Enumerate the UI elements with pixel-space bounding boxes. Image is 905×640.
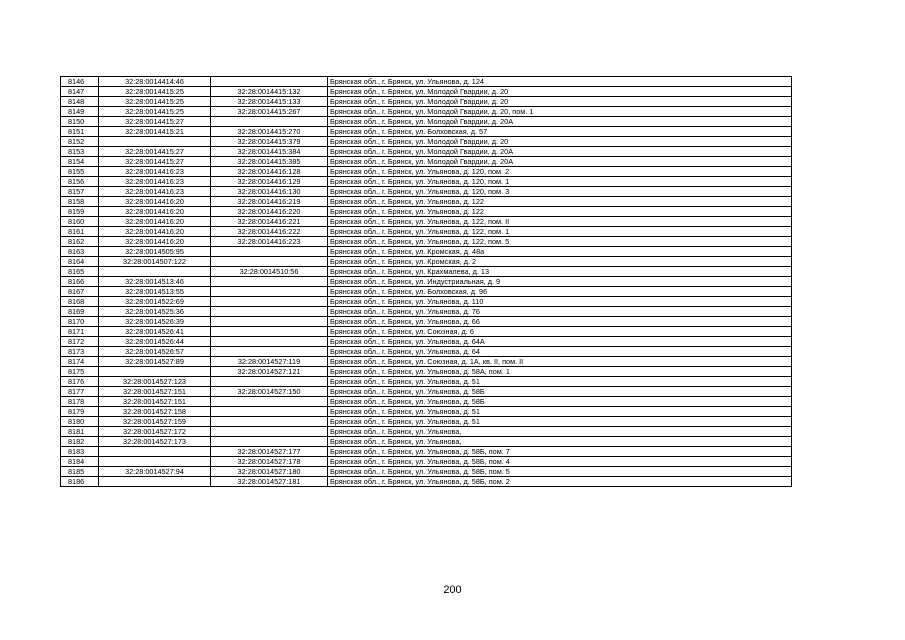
row-number-cell: 8175 — [61, 367, 99, 377]
row-number-cell: 8170 — [61, 317, 99, 327]
land-cadastral-number-cell: 32:28:0014527:151 — [99, 387, 211, 397]
row-number-cell: 8162 — [61, 237, 99, 247]
table-row — [61, 337, 792, 347]
land-cadastral-number-cell — [99, 477, 211, 487]
address-cell: Брянская обл., г. Брянск, ул. Ульянова, д. 58Б — [328, 397, 792, 407]
land-cadastral-number-cell: 32:28:0014527:94 — [99, 467, 211, 477]
land-cadastral-number-cell: 32:28:0014416:23 — [99, 187, 211, 197]
table-row — [61, 297, 792, 307]
address-cell: Брянская обл., г. Брянск, ул. Ульянова, д. 120, пом. 2 — [328, 167, 792, 177]
land-cadastral-number-cell: 32:28:0014525:36 — [99, 307, 211, 317]
object-cadastral-number-cell: 32:28:0014416:130 — [211, 187, 328, 197]
table-row — [61, 367, 792, 377]
object-cadastral-number-cell — [211, 77, 328, 87]
object-cadastral-number-cell — [211, 377, 328, 387]
land-cadastral-number-cell — [99, 267, 211, 277]
object-cadastral-number-cell — [211, 277, 328, 287]
land-cadastral-number-cell: 32:28:0014415:27 — [99, 157, 211, 167]
address-cell: Брянская обл., г. Брянск, ул. Молодой Гвардии, д. 20 — [328, 137, 792, 147]
row-number-cell: 8167 — [61, 287, 99, 297]
object-cadastral-number-cell: 32:28:0014527:181 — [211, 477, 328, 487]
land-cadastral-number-cell: 32:28:0014513:46 — [99, 277, 211, 287]
table-row — [61, 327, 792, 337]
land-cadastral-number-cell: 32:28:0014416:23 — [99, 177, 211, 187]
row-number-cell: 8166 — [61, 277, 99, 287]
address-cell: Брянская обл., г. Брянск, ул. Ульянова, д. 122 — [328, 207, 792, 217]
land-cadastral-number-cell: 32:28:0014505:95 — [99, 247, 211, 257]
address-cell: Брянская обл., г. Брянск, ул. Ульянова, д. 58Б, пом. 5 — [328, 467, 792, 477]
object-cadastral-number-cell: 32:28:0014415:385 — [211, 157, 328, 167]
row-number-cell: 8186 — [61, 477, 99, 487]
address-cell: Брянская обл., г. Брянск, ул. Ульянова, — [328, 437, 792, 447]
table-row — [61, 347, 792, 357]
table-row — [61, 427, 792, 437]
address-cell: Брянская обл., г. Брянск, ул. Ульянова, д. 64 — [328, 347, 792, 357]
row-number-cell: 8183 — [61, 447, 99, 457]
row-number-cell: 8164 — [61, 257, 99, 267]
object-cadastral-number-cell: 32:28:0014415:270 — [211, 127, 328, 137]
row-number-cell: 8161 — [61, 227, 99, 237]
table-row — [61, 137, 792, 147]
row-number-cell: 8173 — [61, 347, 99, 357]
address-cell: Брянская обл., г. Брянск, ул. Молодой Гвардии, д. 20А — [328, 117, 792, 127]
page-number: 200 — [443, 584, 462, 596]
row-number-cell: 8152 — [61, 137, 99, 147]
address-cell: Брянская обл., г. Брянск, ул. Ульянова, д. 58Б — [328, 387, 792, 397]
row-number-cell: 8150 — [61, 117, 99, 127]
land-cadastral-number-cell: 32:28:0014415:25 — [99, 107, 211, 117]
address-cell: Брянская обл., г. Брянск, ул. Ульянова, д. 51 — [328, 417, 792, 427]
land-cadastral-number-cell — [99, 367, 211, 377]
land-cadastral-number-cell: 32:28:0014415:27 — [99, 117, 211, 127]
address-cell: Брянская обл., г. Брянск, ул. Ульянова, д. 122, пом. II — [328, 217, 792, 227]
cadastral-table — [60, 76, 792, 487]
object-cadastral-number-cell — [211, 347, 328, 357]
table-row — [61, 447, 792, 457]
address-cell: Брянская обл., г. Брянск, ул. Болховская, д. 57 — [328, 127, 792, 137]
object-cadastral-number-cell: 32:28:0014527:177 — [211, 447, 328, 457]
land-cadastral-number-cell: 32:28:0014527:172 — [99, 427, 211, 437]
table-row — [61, 147, 792, 157]
object-cadastral-number-cell: 32:28:0014527:121 — [211, 367, 328, 377]
address-cell: Брянская обл., г. Брянск, ул. Ульянова, д. 76 — [328, 307, 792, 317]
row-number-cell: 8160 — [61, 217, 99, 227]
row-number-cell: 8158 — [61, 197, 99, 207]
land-cadastral-number-cell: 32:28:0014526:41 — [99, 327, 211, 337]
table-row — [61, 407, 792, 417]
table-row — [61, 307, 792, 317]
object-cadastral-number-cell — [211, 337, 328, 347]
object-cadastral-number-cell: 32:28:0014415:384 — [211, 147, 328, 157]
row-number-cell: 8159 — [61, 207, 99, 217]
land-cadastral-number-cell: 32:28:0014416:23 — [99, 167, 211, 177]
object-cadastral-number-cell: 32:28:0014527:180 — [211, 467, 328, 477]
address-cell: Брянская обл., г. Брянск, ул. Индустриальная, д. 9 — [328, 277, 792, 287]
address-cell: Брянская обл., г. Брянск, ул. Ульянова, д. 122, пом. 1 — [328, 227, 792, 237]
table-row — [61, 457, 792, 467]
table-row — [61, 397, 792, 407]
address-cell: Брянская обл., г. Брянск, ул. Молодой Гвардии, д. 20 — [328, 87, 792, 97]
row-number-cell: 8157 — [61, 187, 99, 197]
address-cell: Брянская обл., г. Брянск, ул. Ульянова, д. 58Б, пом. 7 — [328, 447, 792, 457]
object-cadastral-number-cell: 32:28:0014416:129 — [211, 177, 328, 187]
address-cell: Брянская обл., г. Брянск, ул. Молодой Гвардии, д. 20, пом. 1 — [328, 107, 792, 117]
table-row — [61, 277, 792, 287]
land-cadastral-number-cell: 32:28:0014526:39 — [99, 317, 211, 327]
row-number-cell: 8184 — [61, 457, 99, 467]
table-row — [61, 227, 792, 237]
row-number-cell: 8146 — [61, 77, 99, 87]
object-cadastral-number-cell: 32:28:0014527:119 — [211, 357, 328, 367]
address-cell: Брянская обл., г. Брянск, ул. Союзная, д. 6 — [328, 327, 792, 337]
table-row — [61, 207, 792, 217]
address-cell: Брянская обл., г. Брянск, ул. Крахмалева, д. 13 — [328, 267, 792, 277]
object-cadastral-number-cell — [211, 427, 328, 437]
object-cadastral-number-cell: 32:28:0014416:221 — [211, 217, 328, 227]
table-row — [61, 117, 792, 127]
land-cadastral-number-cell: 32:28:0014414:46 — [99, 77, 211, 87]
object-cadastral-number-cell: 32:28:0014510:56 — [211, 267, 328, 277]
address-cell: Брянская обл., г. Брянск, ул. Ульянова, д. 120, пом. 1 — [328, 177, 792, 187]
object-cadastral-number-cell — [211, 117, 328, 127]
row-number-cell: 8155 — [61, 167, 99, 177]
table-row — [61, 217, 792, 227]
table-row — [61, 357, 792, 367]
row-number-cell: 8169 — [61, 307, 99, 317]
address-cell: Брянская обл., г. Брянск, ул. Ульянова, д. 122 — [328, 197, 792, 207]
object-cadastral-number-cell — [211, 307, 328, 317]
table-row — [61, 477, 792, 487]
row-number-cell: 8172 — [61, 337, 99, 347]
table-row — [61, 257, 792, 267]
row-number-cell: 8163 — [61, 247, 99, 257]
address-cell: Брянская обл., г. Брянск, ул. Ульянова, д. 64А — [328, 337, 792, 347]
address-cell: Брянская обл., г. Брянск, ул. Ульянова, д. 66 — [328, 317, 792, 327]
land-cadastral-number-cell: 32:28:0014527:89 — [99, 357, 211, 367]
table-row — [61, 197, 792, 207]
land-cadastral-number-cell: 32:28:0014415:21 — [99, 127, 211, 137]
land-cadastral-number-cell — [99, 137, 211, 147]
land-cadastral-number-cell — [99, 457, 211, 467]
address-cell: Брянская обл., г. Брянск, ул. Союзная, д. 1А, кв. II, пом. II — [328, 357, 792, 367]
table-row — [61, 237, 792, 247]
table-body — [61, 77, 792, 487]
table-row — [61, 247, 792, 257]
land-cadastral-number-cell: 32:28:0014416:20 — [99, 227, 211, 237]
land-cadastral-number-cell: 32:28:0014415:25 — [99, 97, 211, 107]
table-row — [61, 177, 792, 187]
object-cadastral-number-cell: 32:28:0014415:133 — [211, 97, 328, 107]
address-cell: Брянская обл., г. Брянск, ул. Кромская, д. 2 — [328, 257, 792, 267]
object-cadastral-number-cell — [211, 287, 328, 297]
land-cadastral-number-cell: 32:28:0014416:20 — [99, 237, 211, 247]
table-row — [61, 387, 792, 397]
address-cell: Брянская обл., г. Брянск, ул. Ульянова, д. 58А, пом. 1 — [328, 367, 792, 377]
object-cadastral-number-cell — [211, 417, 328, 427]
land-cadastral-number-cell: 32:28:0014527:159 — [99, 417, 211, 427]
row-number-cell: 8153 — [61, 147, 99, 157]
row-number-cell: 8168 — [61, 297, 99, 307]
row-number-cell: 8180 — [61, 417, 99, 427]
address-cell: Брянская обл., г. Брянск, ул. Ульянова, д. 58Б, пом. 2 — [328, 477, 792, 487]
row-number-cell: 8154 — [61, 157, 99, 167]
object-cadastral-number-cell: 32:28:0014416:128 — [211, 167, 328, 177]
row-number-cell: 8174 — [61, 357, 99, 367]
table-row — [61, 127, 792, 137]
land-cadastral-number-cell: 32:28:0014416:20 — [99, 217, 211, 227]
row-number-cell: 8182 — [61, 437, 99, 447]
land-cadastral-number-cell: 32:28:0014416:20 — [99, 207, 211, 217]
land-cadastral-number-cell: 32:28:0014527:173 — [99, 437, 211, 447]
row-number-cell: 8165 — [61, 267, 99, 277]
address-cell: Брянская обл., г. Брянск, ул. Ульянова, д. 120, пом. 3 — [328, 187, 792, 197]
table-row — [61, 437, 792, 447]
row-number-cell: 8185 — [61, 467, 99, 477]
land-cadastral-number-cell: 32:28:0014526:57 — [99, 347, 211, 357]
table-row — [61, 287, 792, 297]
land-cadastral-number-cell: 32:28:0014416:20 — [99, 197, 211, 207]
address-cell: Брянская обл., г. Брянск, ул. Ульянова, д. 124 — [328, 77, 792, 87]
address-cell: Брянская обл., г. Брянск, ул. Ульянова, д. 51 — [328, 377, 792, 387]
table-row — [61, 417, 792, 427]
object-cadastral-number-cell: 32:28:0014416:222 — [211, 227, 328, 237]
row-number-cell: 8171 — [61, 327, 99, 337]
land-cadastral-number-cell: 32:28:0014415:27 — [99, 147, 211, 157]
object-cadastral-number-cell: 32:28:0014415:132 — [211, 87, 328, 97]
object-cadastral-number-cell — [211, 437, 328, 447]
address-cell: Брянская обл., г. Брянск, ул. Ульянова, д. 122, пом. 5 — [328, 237, 792, 247]
address-cell: Брянская обл., г. Брянск, ул. Молодой Гвардии, д. 20А — [328, 157, 792, 167]
land-cadastral-number-cell: 32:28:0014507:122 — [99, 257, 211, 267]
land-cadastral-number-cell: 32:28:0014527:151 — [99, 397, 211, 407]
row-number-cell: 8156 — [61, 177, 99, 187]
table-row — [61, 267, 792, 277]
address-cell: Брянская обл., г. Брянск, ул. Ульянова, д. 51 — [328, 407, 792, 417]
row-number-cell: 8149 — [61, 107, 99, 117]
object-cadastral-number-cell — [211, 247, 328, 257]
table-row — [61, 87, 792, 97]
address-cell: Брянская обл., г. Брянск, ул. Болховская, д. 96 — [328, 287, 792, 297]
object-cadastral-number-cell: 32:28:0014415:379 — [211, 137, 328, 147]
object-cadastral-number-cell — [211, 327, 328, 337]
object-cadastral-number-cell — [211, 317, 328, 327]
table-row — [61, 97, 792, 107]
land-cadastral-number-cell: 32:28:0014522:69 — [99, 297, 211, 307]
land-cadastral-number-cell: 32:28:0014415:25 — [99, 87, 211, 97]
land-cadastral-number-cell — [99, 447, 211, 457]
table-row — [61, 77, 792, 87]
row-number-cell: 8147 — [61, 87, 99, 97]
address-cell: Брянская обл., г. Брянск, ул. Ульянова, д. 110 — [328, 297, 792, 307]
table-row — [61, 157, 792, 167]
address-cell: Брянская обл., г. Брянск, ул. Молодой Гвардии, д. 20А — [328, 147, 792, 157]
table-row — [61, 167, 792, 177]
land-cadastral-number-cell: 32:28:0014526:44 — [99, 337, 211, 347]
table-row — [61, 467, 792, 477]
row-number-cell: 8151 — [61, 127, 99, 137]
object-cadastral-number-cell: 32:28:0014527:150 — [211, 387, 328, 397]
address-cell: Брянская обл., г. Брянск, ул. Ульянова, — [328, 427, 792, 437]
object-cadastral-number-cell: 32:28:0014527:178 — [211, 457, 328, 467]
object-cadastral-number-cell — [211, 397, 328, 407]
table-row — [61, 317, 792, 327]
land-cadastral-number-cell: 32:28:0014527:123 — [99, 377, 211, 387]
row-number-cell: 8178 — [61, 397, 99, 407]
object-cadastral-number-cell: 32:28:0014416:219 — [211, 197, 328, 207]
table-row — [61, 187, 792, 197]
table-row — [61, 377, 792, 387]
land-cadastral-number-cell: 32:28:0014513:55 — [99, 287, 211, 297]
object-cadastral-number-cell: 32:28:0014416:223 — [211, 237, 328, 247]
object-cadastral-number-cell — [211, 257, 328, 267]
row-number-cell: 8176 — [61, 377, 99, 387]
address-cell: Брянская обл., г. Брянск, ул. Кромская, д. 48а — [328, 247, 792, 257]
row-number-cell: 8181 — [61, 427, 99, 437]
row-number-cell: 8179 — [61, 407, 99, 417]
object-cadastral-number-cell: 32:28:0014415:267 — [211, 107, 328, 117]
row-number-cell: 8148 — [61, 97, 99, 107]
address-cell: Брянская обл., г. Брянск, ул. Ульянова, д. 58Б, пом. 4 — [328, 457, 792, 467]
address-cell: Брянская обл., г. Брянск, ул. Молодой Гвардии, д. 20 — [328, 97, 792, 107]
object-cadastral-number-cell: 32:28:0014416:220 — [211, 207, 328, 217]
object-cadastral-number-cell — [211, 407, 328, 417]
object-cadastral-number-cell — [211, 297, 328, 307]
table-row — [61, 107, 792, 117]
land-cadastral-number-cell: 32:28:0014527:158 — [99, 407, 211, 417]
row-number-cell: 8177 — [61, 387, 99, 397]
